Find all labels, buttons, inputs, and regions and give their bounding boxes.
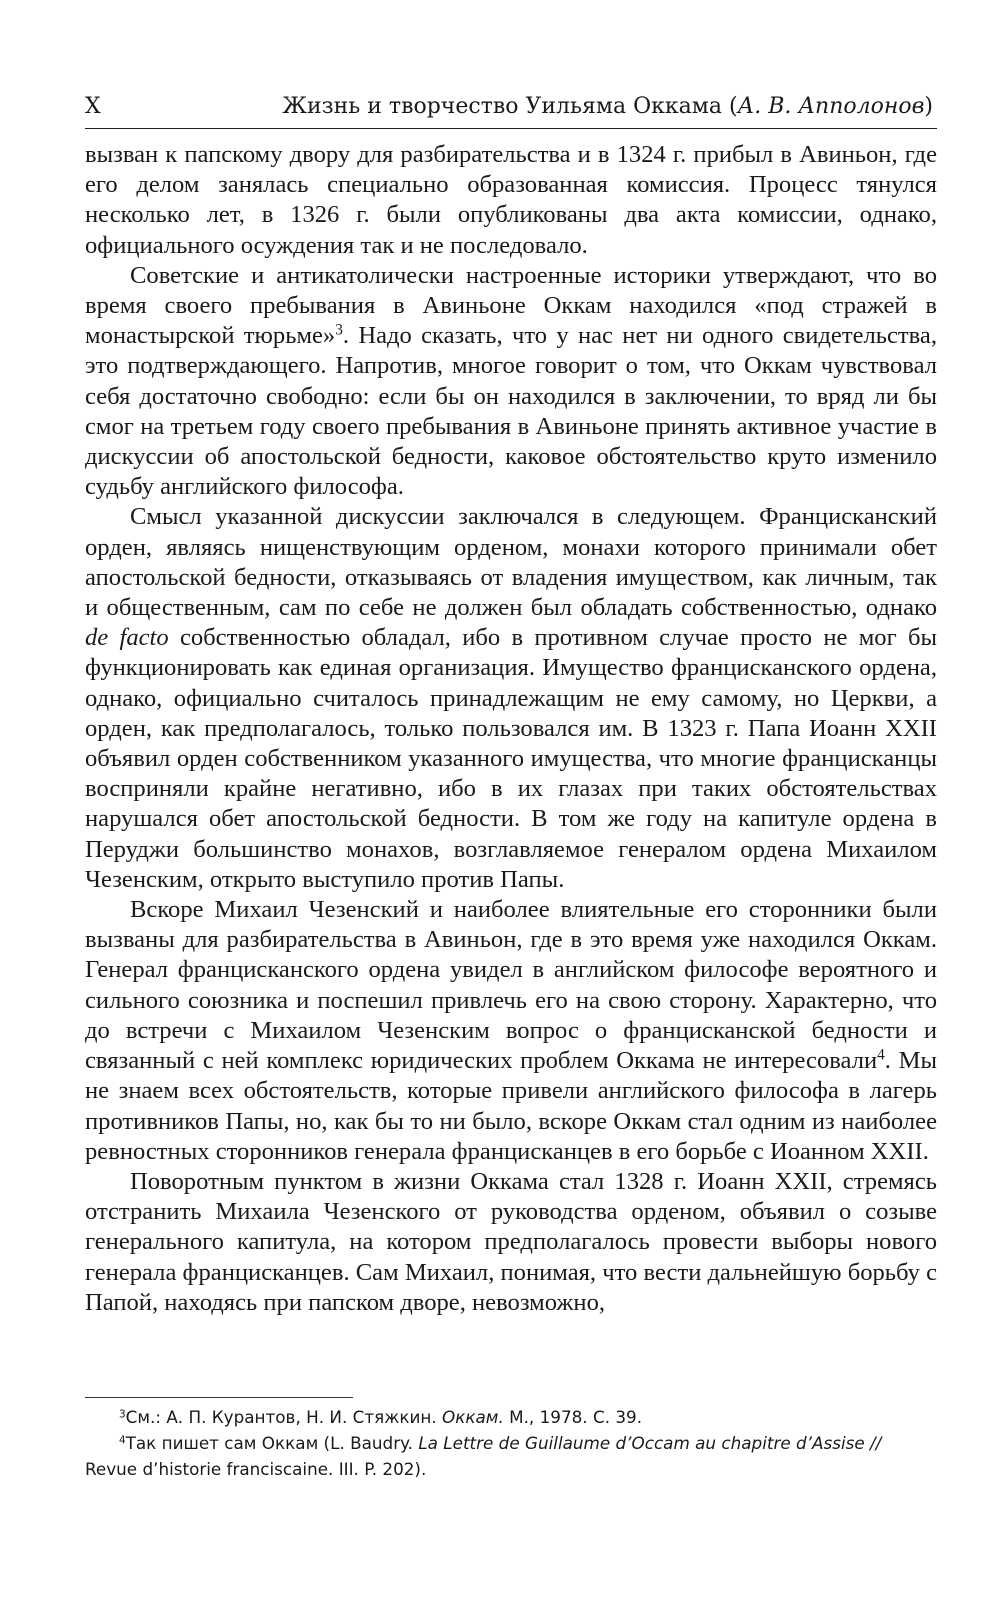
footnote-4-text-b: Revue d’historie franciscaine. III. P. 202). <box>85 1459 427 1479</box>
running-title-author: А. В. Апполонов <box>737 94 925 119</box>
paragraph-4-text-b: . Мы не знаем всех обстоятельств, которые привели английского философа в лагерь противников Папы, но, как бы то ни было, вскоре Оккам стал одним из наиболее ревностных сторонников генерала францисканцев в его борьбе с Иоанном XXII. <box>85 1047 937 1165</box>
main-text <box>85 140 937 1318</box>
paragraph-3 <box>85 502 937 895</box>
paragraph-3-text-a: Смысл указанной дискуссии заключался в следующем. Францисканский орден, являясь нищенствующим орденом, монахи которого принимали обет апостольской бедности, отказываясь от владения имуществом, как личным, так и общественным, сам по себе не должен был обладать собственностью, однако <box>85 503 937 622</box>
paragraph-3-italic: de facto <box>85 624 169 652</box>
paragraph-1: вызван к папскому двору для разбирательства и в 1324 г. прибыл в Авиньон, где его делом занялась специально образованная комиссия. Процесс тянулся несколько лет, в 1326 г. были опубликованы два акта комиссии, однако, официального осуждения так и не последовало. <box>85 141 937 259</box>
page-number: X <box>85 94 101 119</box>
footnote-3 <box>85 1404 937 1430</box>
footnote-4-number: 4 <box>119 1434 126 1447</box>
running-title <box>282 94 933 119</box>
running-header <box>85 84 937 129</box>
footnote-ref-3: 3 <box>335 321 343 339</box>
running-title-prefix: Жизнь и творчество Уильяма Оккама ( <box>282 94 738 119</box>
paragraph-5: Поворотным пунктом в жизни Оккама стал 1328 г. Иоанн XXII, стремясь отстранить Михаила Чезенского от руководства орденом, объявил о созыве генерального капитула, на котором предполагалось провести выборы нового генерала францисканцев. Сам Михаил, понимая, что вести дальнейшую борьбу с Папой, находясь при папском дворе, невозможно, <box>85 1167 937 1316</box>
footnote-4-text-a: Так пишет сам Оккам (L. Baudry. <box>125 1433 419 1453</box>
footnote-3-text-b: М., 1978. С. 39. <box>503 1407 643 1427</box>
footnote-divider <box>85 1397 353 1398</box>
footnote-4 <box>85 1430 937 1482</box>
paragraph-4-text-a: Вскоре Михаил Чезенский и наиболее влиятельные его сторонники были вызваны для разбирательства в Авиньон, где в это время уже находился Оккам. Генерал францисканского ордена увидел в английском философе вероятного и сильного союзника и поспешил привлечь его на свою сторону. Характерно, что до встречи с Михаилом Чезенским вопрос о францисканской бедности и связанный с ней комплекс юридических проблем Оккама не интересовали <box>85 896 937 1075</box>
footnote-3-italic: Оккам. <box>442 1407 504 1427</box>
footnote-ref-4: 4 <box>877 1046 885 1064</box>
footnote-3-text-a: См.: А. П. Курантов, Н. И. Стяжкин. <box>125 1407 443 1427</box>
paragraph-3-text-b: собственностью обладал, ибо в противном случае просто не мог бы функционировать как единая организация. Имущество францисканского ордена, однако, официально считалось принадлежащим не ему самому, но Церкви, а орден, как предполагалось, только пользовался им. В 1323 г. Папа Иоанн XXII объявил орден собственником указанного имущества, что многие францисканцы восприняли крайне негативно, ибо в их глазах при таких обстоятельствах нарушался обет апостольской бедности. В том же году на капитуле ордена в Перуджи большинство монахов, возглавляемое генералом ордена Михаилом Чезенским, открыто выступило против Папы. <box>85 624 937 893</box>
paragraph-4 <box>85 895 937 1167</box>
footnotes <box>85 1404 937 1482</box>
paragraph-2-text-a: Советские и антикатолически настроенные историки утверждают, что во время своего пребывания в Авиньоне Оккам находился «под стражей в монастырской тюрьме» <box>85 261 937 350</box>
paragraph-2 <box>85 261 937 503</box>
running-title-suffix: ) <box>924 94 933 119</box>
paragraph-2-text-b: . Надо сказать, что у нас нет ни одного свидетельства, это подтверждающего. Напротив, многое говорит о том, что Оккам чувствовал себя достаточно свободно: если бы он находился в заключении, то вряд ли бы смог на третьем году своего пребывания в Авиньоне принять активное участие в дискуссии об апостольской бедности, каковое обстоятельство круто изменило судьбу английского философа. <box>85 322 937 501</box>
footnote-3-number: 3 <box>119 1408 126 1421</box>
footnote-4-italic: La Lettre de Guillaume d’Occam au chapitre d’Assise // <box>418 1433 882 1453</box>
